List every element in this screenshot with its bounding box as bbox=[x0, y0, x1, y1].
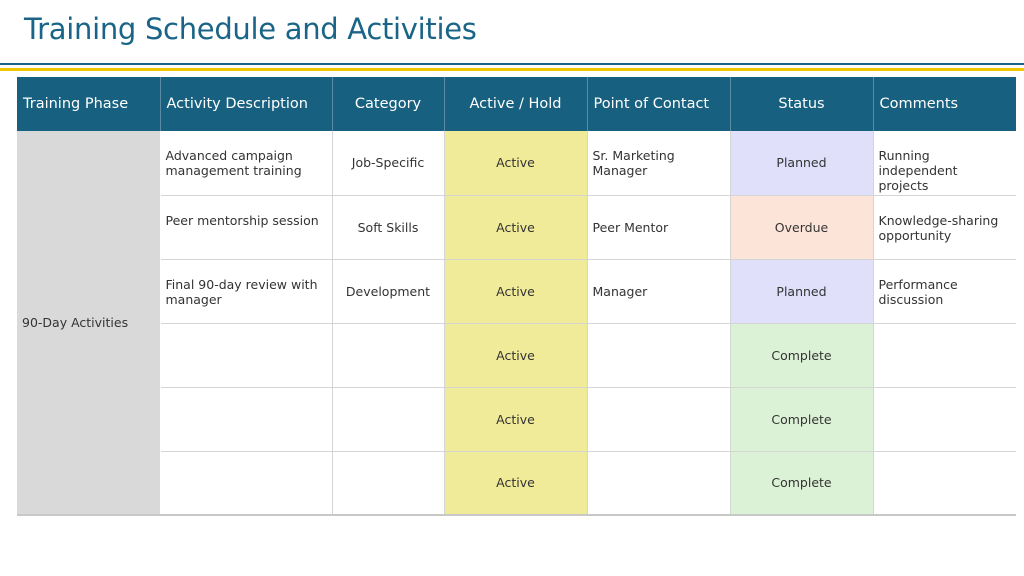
comments-cell bbox=[873, 451, 1016, 515]
category-cell: Soft Skills bbox=[332, 195, 444, 259]
table-row bbox=[17, 259, 1016, 323]
category-cell bbox=[332, 387, 444, 451]
table-row bbox=[17, 387, 1016, 451]
active-hold-cell: Active bbox=[444, 195, 587, 259]
category-cell bbox=[332, 323, 444, 387]
status-cell: Complete bbox=[730, 451, 873, 515]
contact-cell: Manager bbox=[587, 259, 730, 323]
category-cell: Job-Specific bbox=[332, 131, 444, 195]
comments-cell: Running independent projects bbox=[873, 131, 1016, 195]
comments-cell: Knowledge-sharing opportunity bbox=[873, 195, 1016, 259]
header-training-phase: Training Phase bbox=[17, 77, 160, 131]
status-cell: Complete bbox=[730, 387, 873, 451]
header-point-of-contact: Point of Contact bbox=[587, 77, 730, 131]
active-hold-cell: Active bbox=[444, 387, 587, 451]
phase-cell: 90-Day Activities bbox=[17, 131, 160, 515]
active-hold-cell: Active bbox=[444, 451, 587, 515]
title-divider-blue bbox=[0, 63, 1024, 65]
contact-cell bbox=[587, 451, 730, 515]
activity-cell bbox=[160, 387, 332, 451]
table-row bbox=[17, 451, 1016, 515]
activity-cell: Final 90-day review with manager bbox=[160, 259, 332, 323]
header-active-hold: Active / Hold bbox=[444, 77, 587, 131]
active-hold-cell: Active bbox=[444, 323, 587, 387]
activity-cell bbox=[160, 323, 332, 387]
table-header-row bbox=[17, 77, 1016, 131]
header-comments: Comments bbox=[873, 77, 1016, 131]
category-cell: Development bbox=[332, 259, 444, 323]
training-schedule-table bbox=[17, 77, 1016, 516]
contact-cell bbox=[587, 387, 730, 451]
training-schedule-table-container bbox=[17, 77, 1016, 516]
activity-cell: Peer mentorship session bbox=[160, 195, 332, 259]
contact-cell bbox=[587, 323, 730, 387]
header-category: Category bbox=[332, 77, 444, 131]
header-status: Status bbox=[730, 77, 873, 131]
page-title: Training Schedule and Activities bbox=[24, 12, 477, 46]
table-row bbox=[17, 131, 1016, 195]
status-cell: Complete bbox=[730, 323, 873, 387]
table-row bbox=[17, 323, 1016, 387]
active-hold-cell: Active bbox=[444, 131, 587, 195]
header-activity-description: Activity Description bbox=[160, 77, 332, 131]
status-cell: Planned bbox=[730, 131, 873, 195]
contact-cell: Peer Mentor bbox=[587, 195, 730, 259]
comments-cell: Performance discussion bbox=[873, 259, 1016, 323]
title-divider-gold bbox=[0, 68, 1024, 71]
comments-cell bbox=[873, 323, 1016, 387]
contact-cell: Sr. Marketing Manager bbox=[587, 131, 730, 195]
comments-cell bbox=[873, 387, 1016, 451]
active-hold-cell: Active bbox=[444, 259, 587, 323]
activity-cell: Advanced campaign management training bbox=[160, 131, 332, 195]
status-cell: Planned bbox=[730, 259, 873, 323]
activity-cell bbox=[160, 451, 332, 515]
status-cell: Overdue bbox=[730, 195, 873, 259]
category-cell bbox=[332, 451, 444, 515]
table-row bbox=[17, 195, 1016, 259]
